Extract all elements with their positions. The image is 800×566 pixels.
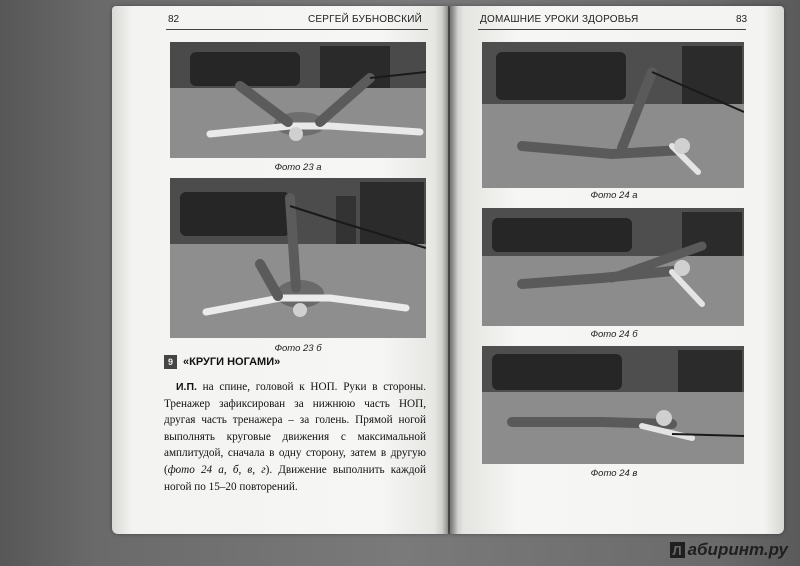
exercise-description — [164, 379, 426, 495]
running-head: СЕРГЕЙ БУБНОВСКИЙ — [308, 14, 423, 25]
header-rule — [166, 29, 428, 30]
left-page — [112, 6, 448, 534]
photo-24b — [482, 208, 744, 326]
photo-23b — [170, 178, 426, 338]
right-page — [450, 6, 784, 534]
labirint-watermark — [670, 540, 788, 560]
section-number: 9 — [164, 355, 177, 369]
page-number: 82 — [168, 14, 180, 25]
body-text: ). Движение выполнить каждой ногой по 15–20 повторений. — [164, 463, 426, 493]
photo-caption: Фото 24 в — [590, 468, 638, 479]
section-title: «КРУГИ НОГАМИ» — [183, 356, 281, 368]
open-book — [112, 6, 784, 534]
photo-reference: фото 24 а, б, в, г — [167, 463, 266, 476]
header-rule — [478, 29, 746, 30]
photo-24c — [482, 346, 744, 464]
photo-caption: Фото 24 а — [590, 190, 638, 201]
watermark-text: абиринт.ру — [687, 540, 788, 559]
ip-label: И.П. — [176, 381, 197, 393]
labirint-logo-icon: Л — [670, 542, 685, 558]
photo-caption: Фото 23 а — [274, 162, 322, 173]
body-text: на спине, головой к НОП. Руки в стороны. Тренажер зафиксирован за нижнюю часть НОП, другая часть тренажера – за голень. Прямой ногой выполнять круговые движения с максимальной амплитудой, сначала в одну сторону, затем в другую ( — [164, 381, 426, 476]
page-number: 83 — [736, 14, 748, 25]
photo-caption: Фото 23 б — [274, 343, 322, 354]
running-head: ДОМАШНИЕ УРОКИ ЗДОРОВЬЯ — [480, 14, 639, 25]
photo-24a — [482, 42, 744, 188]
book-gutter — [442, 6, 458, 534]
section-heading — [164, 355, 280, 369]
photo-caption: Фото 24 б — [590, 329, 638, 340]
photo-23a — [170, 42, 426, 158]
